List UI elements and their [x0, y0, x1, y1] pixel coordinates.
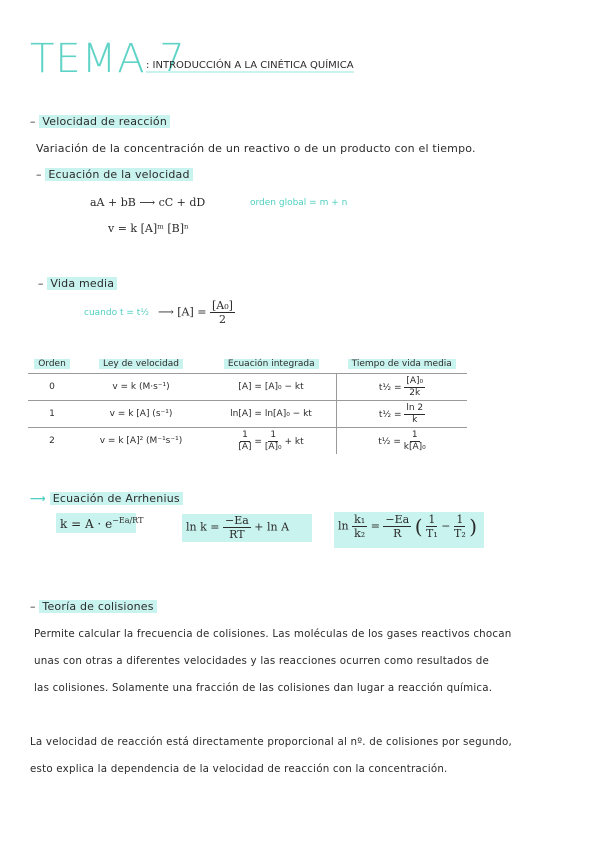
- t-half-fraction: [404, 404, 425, 425]
- table-header-orden: Orden: [28, 355, 76, 374]
- arrhenius-heading: [30, 492, 183, 505]
- cell-vida-media: [337, 428, 468, 455]
- colisiones-p2-line1: La velocidad de reacción está directamente proporcional al nº. de colisiones por segundo,: [30, 736, 513, 748]
- arrhenius-eq3-equals: =: [370, 519, 380, 533]
- bullet-dash: –: [36, 168, 46, 181]
- vida-media-condition: cuando t = t½: [84, 308, 149, 318]
- table-row: [28, 401, 467, 428]
- cell-orden: 2: [28, 428, 76, 455]
- arrhenius-eq3-ea-fraction: [383, 514, 411, 539]
- page-subtitle: : INTRODUCCIÓN A LA CINÉTICA QUÍMICA: [146, 60, 354, 71]
- arrhenius-eq1-base: k = A · e: [60, 517, 113, 531]
- arrhenius-eq3-den: R: [393, 527, 402, 540]
- colisiones-p1-line1: Permite calcular la frecuencia de colisiones. Las moléculas de los gases reactivos chocan: [34, 628, 512, 640]
- arrhenius-eq1: [60, 516, 143, 531]
- int-fraction-2: [265, 431, 282, 452]
- table-row: [28, 374, 467, 401]
- ecuacion-velocidad-heading: [36, 168, 193, 181]
- int-den-2: [A]₀: [264, 441, 282, 452]
- vida-media-fraction: [210, 300, 235, 325]
- vida-media-formula: [158, 300, 235, 325]
- arrhenius-eq3-num: −Ea: [385, 513, 410, 526]
- vida-media-heading: [38, 277, 117, 290]
- cell-vida-media: [337, 401, 468, 428]
- colisiones-heading-text: Teoría de colisiones: [39, 600, 156, 613]
- cell-ley: v = k (M·s⁻¹): [76, 374, 206, 401]
- t-half-num: [A]₀: [406, 375, 424, 386]
- table-header-vida-media: Tiempo de vida media: [337, 355, 468, 374]
- colisiones-p2-line2: esto explica la dependencia de la velocidad de reacción con la concentración.: [30, 763, 448, 775]
- int-equals: =: [254, 436, 262, 447]
- arrhenius-eq2-fraction: [223, 515, 251, 540]
- arrhenius-eq3-t2-num: 1: [456, 513, 464, 526]
- arrhenius-eq3-t1-den: T₁: [426, 527, 438, 540]
- vida-media-den: 2: [218, 313, 226, 326]
- t-half-label: t½ =: [378, 382, 402, 393]
- close-paren: ): [469, 514, 478, 539]
- cell-orden: 1: [28, 401, 76, 428]
- vida-media-text: Vida media: [47, 277, 117, 290]
- table-header-integrada: Ecuación integrada: [206, 355, 337, 374]
- arrhenius-eq3: [338, 514, 477, 539]
- bullet-dash: –: [30, 115, 40, 128]
- t-half-num: ln 2: [406, 402, 424, 413]
- cell-ley: v = k [A] (s⁻¹): [76, 401, 206, 428]
- velocidad-definition: Variación de la concentración de un reactivo o de un producto con el tiempo.: [36, 142, 476, 155]
- kinetics-table: [28, 355, 467, 454]
- int-fraction-1: [238, 431, 251, 452]
- t-half-num: 1: [411, 429, 418, 440]
- arrow-right-icon: ⟶: [30, 492, 46, 505]
- arrhenius-eq3-minus: −: [441, 519, 451, 533]
- page-title: TEMA 7: [30, 36, 186, 82]
- arrhenius-eq3-k-den: k₂: [354, 527, 366, 540]
- t-half-den: k[A]₀: [403, 441, 426, 452]
- arrhenius-eq2-num: −Ea: [224, 514, 249, 527]
- colisiones-p1-line3: las colisiones. Solamente una fracción de las colisiones dan lugar a reacción química.: [34, 682, 493, 694]
- t-half-label: t½ =: [378, 409, 402, 420]
- ecuacion-velocidad-text: Ecuación de la velocidad: [45, 168, 192, 181]
- arrhenius-eq3-pre: ln: [338, 519, 349, 533]
- arrhenius-eq2-den: RT: [229, 528, 245, 541]
- t-half-label: t½ =: [378, 436, 401, 447]
- vida-media-num: [A₀]: [212, 299, 233, 312]
- bullet-dash: –: [30, 600, 40, 613]
- t-half-den: k: [412, 414, 418, 425]
- cell-integrada: ln[A] = ln[A]₀ − kt: [206, 401, 337, 428]
- arrhenius-eq3-k-num: k₁: [354, 513, 366, 526]
- velocidad-heading-text: Velocidad de reacción: [39, 115, 170, 128]
- orden-global-note: orden global = m + n: [250, 198, 348, 208]
- colisiones-p1-line2: unas con otras a diferentes velocidades y las reacciones ocurren como resultados de: [34, 655, 490, 667]
- arrhenius-eq3-t1-fraction: [426, 514, 438, 539]
- int-tail: + kt: [284, 436, 304, 447]
- arrhenius-eq3-t2-den: T₂: [454, 527, 466, 540]
- vida-media-lhs: ⟶ [A] =: [158, 305, 207, 319]
- rate-law: v = k [A]ᵐ [B]ⁿ: [108, 222, 189, 235]
- arrhenius-eq1-exp: −Ea/RT: [112, 516, 144, 525]
- open-paren: (: [414, 514, 423, 539]
- arrhenius-eq2: [186, 515, 289, 540]
- arrhenius-eq2-pre: ln k =: [186, 520, 220, 534]
- table-row: [28, 428, 467, 455]
- table-header-ley: Ley de velocidad: [76, 355, 206, 374]
- int-den-1: [A]: [238, 441, 252, 452]
- cell-ley: v = k [A]² (M⁻¹s⁻¹): [76, 428, 206, 455]
- bullet-dash: –: [38, 277, 48, 290]
- arrhenius-heading-text: Ecuación de Arrhenius: [50, 492, 183, 505]
- t-half-fraction: [404, 431, 426, 452]
- t-half-den: 2k: [409, 387, 421, 398]
- arrhenius-eq3-k-fraction: [352, 514, 367, 539]
- arrhenius-eq3-t2-fraction: [454, 514, 466, 539]
- arrhenius-eq2-post: + ln A: [254, 520, 290, 534]
- arrhenius-eq3-t1-num: 1: [428, 513, 436, 526]
- reaction-equation: aA + bB ⟶ cC + dD: [90, 196, 206, 209]
- int-num-1: 1: [242, 429, 248, 440]
- velocidad-heading: [30, 115, 170, 128]
- cell-vida-media: [337, 374, 468, 401]
- cell-orden: 0: [28, 374, 76, 401]
- cell-integrada: [206, 428, 337, 455]
- t-half-fraction: [404, 377, 425, 398]
- colisiones-heading: [30, 600, 157, 613]
- int-num-2: 1: [270, 429, 277, 440]
- cell-integrada: [A] = [A]₀ − kt: [206, 374, 337, 401]
